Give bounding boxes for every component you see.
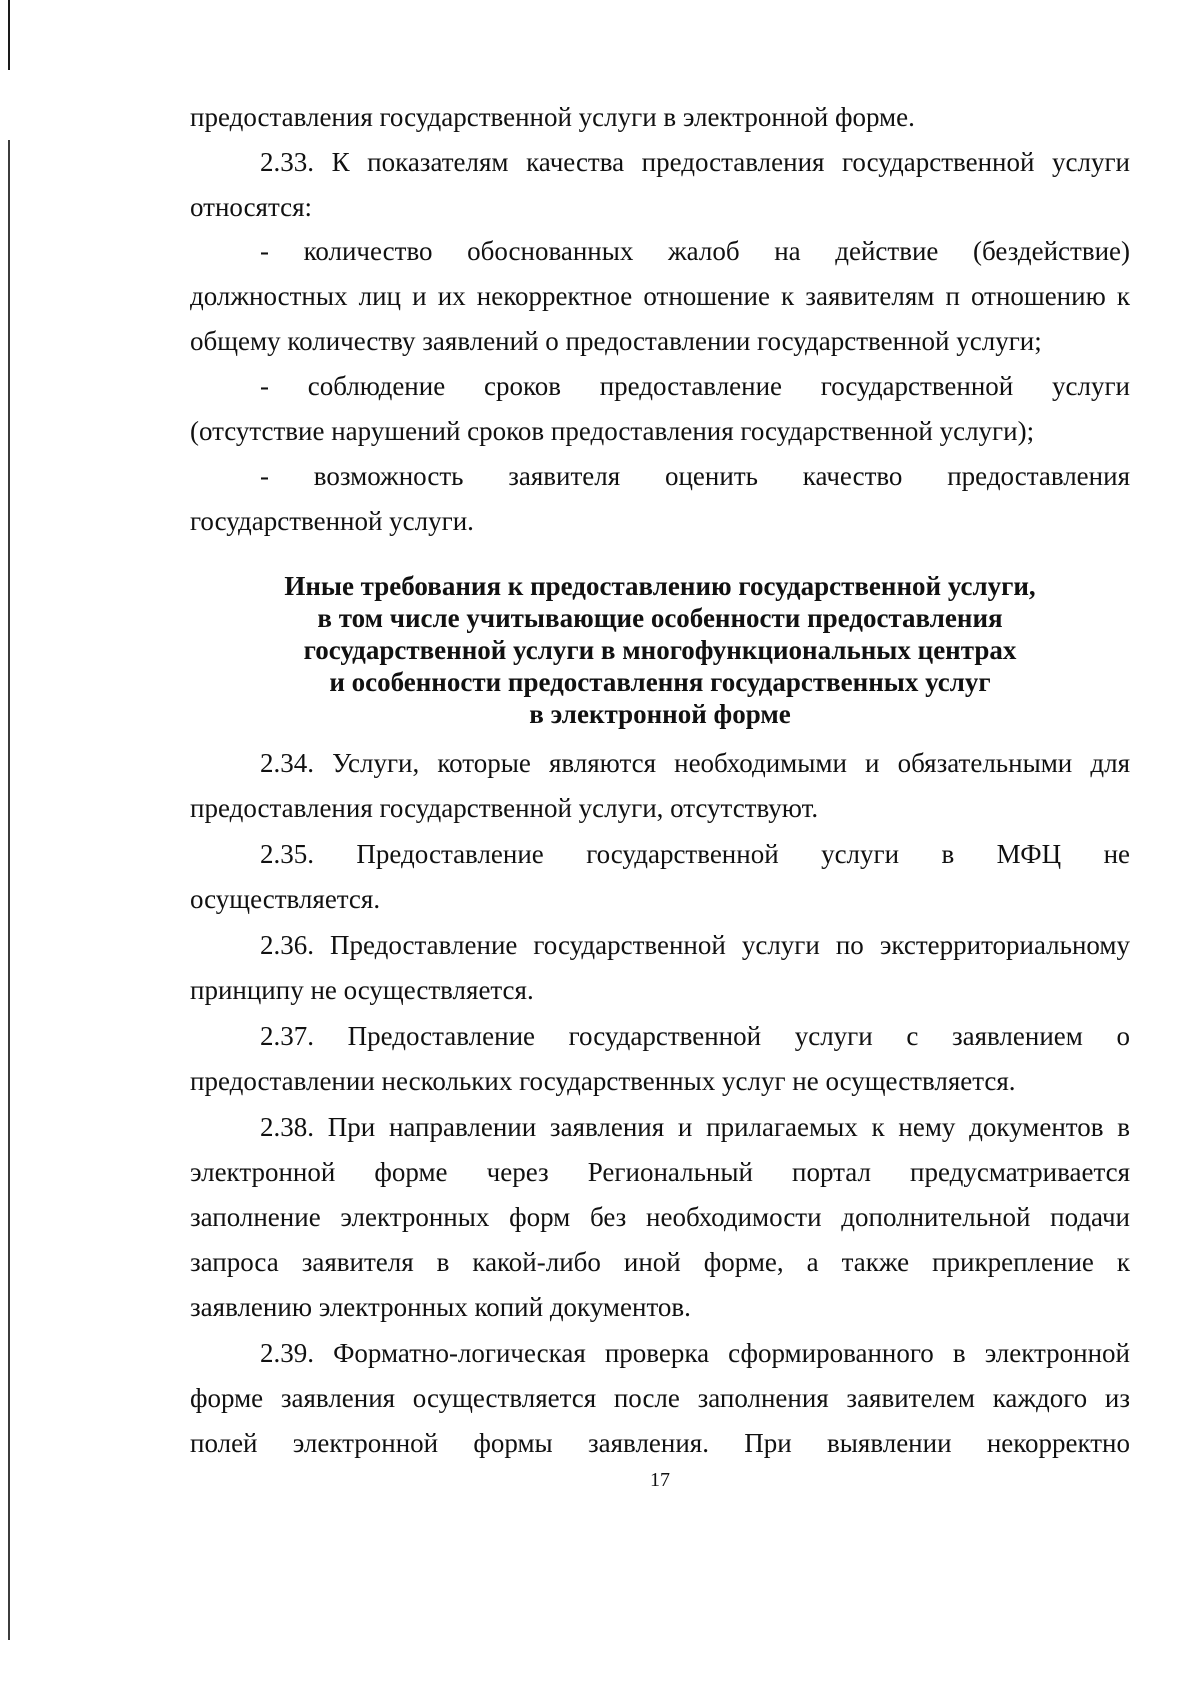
text-line: общему количеству заявлений о предоставлении государственной услуги; [190, 326, 1042, 356]
section-heading-line: государственной услуги в многофункциональных центрах [303, 635, 1017, 665]
text-line: (отсутствие нарушений сроков предоставления государственной услуги); [190, 416, 1035, 446]
text-line: электронной форме через Региональный портал предусматривается [190, 1157, 1130, 1187]
paragraph-2-37-line: 2.37. Предоставление государственной услуги с заявлением о [260, 1021, 1130, 1051]
text-line: заявлению электронных копий документов. [190, 1292, 691, 1322]
text-line: предоставления государственной услуги, отсутствуют. [190, 793, 819, 823]
text-line: государственной услуги. [190, 506, 474, 536]
text-line: полей электронной формы заявления. При выявлении некорректно [190, 1428, 1130, 1458]
bullet-line: - количество обоснованных жалоб на действие (бездействие) [260, 236, 1130, 266]
text-line: осуществляется. [190, 884, 381, 914]
scan-edge-top [8, 0, 10, 70]
paragraph-2-36-line: 2.36. Предоставление государственной услуги по экстерриториальному [260, 930, 1130, 960]
bullet-line: - соблюдение сроков предоставление государственной услуги [260, 371, 1130, 401]
text-line: заполнение электронных форм без необходимости дополнительной подачи [190, 1202, 1130, 1232]
text-line: предоставлении нескольких государственных услуг не осуществляется. [190, 1066, 1016, 1096]
text-line: запроса заявителя в какой-либо иной форме, а также прикрепление к [190, 1247, 1130, 1277]
page-number: 17 [650, 1469, 670, 1491]
text-line: относятся: [190, 192, 313, 222]
paragraph-2-39-line: 2.39. Форматно-логическая проверка сформированного в электронной [260, 1338, 1130, 1368]
section-heading-line: в том числе учитывающие особенности предоставления [317, 603, 1003, 633]
text-line: форме заявления осуществляется после заполнения заявителем каждого из [190, 1383, 1130, 1413]
text-line: предоставления государственной услуги в электронной форме. [190, 102, 915, 132]
section-heading-line: в электронной форме [529, 699, 791, 729]
paragraph-2-34-line: 2.34. Услуги, которые являются необходимыми и обязательными для [260, 748, 1130, 778]
section-heading-line: и особенности предоставлення государственных услуг [329, 667, 991, 697]
scan-edge-mid [8, 140, 10, 1640]
text-line: должностных лиц и их некорректное отношение к заявителям п отношению к [190, 281, 1130, 311]
text-line: принципу не осуществляется. [190, 975, 534, 1005]
paragraph-2-33-line: 2.33. К показателям качества предоставления государственной услуги [260, 147, 1130, 177]
section-heading-line: Иные требования к предоставлению государственной услуги, [284, 571, 1036, 601]
paragraph-2-35-line: 2.35. Предоставление государственной услуги в МФЦ не [260, 839, 1130, 869]
bullet-line: - возможность заявителя оценить качество предоставления [260, 461, 1130, 491]
paragraph-2-38-line: 2.38. При направлении заявления и прилагаемых к нему документов в [260, 1112, 1130, 1142]
